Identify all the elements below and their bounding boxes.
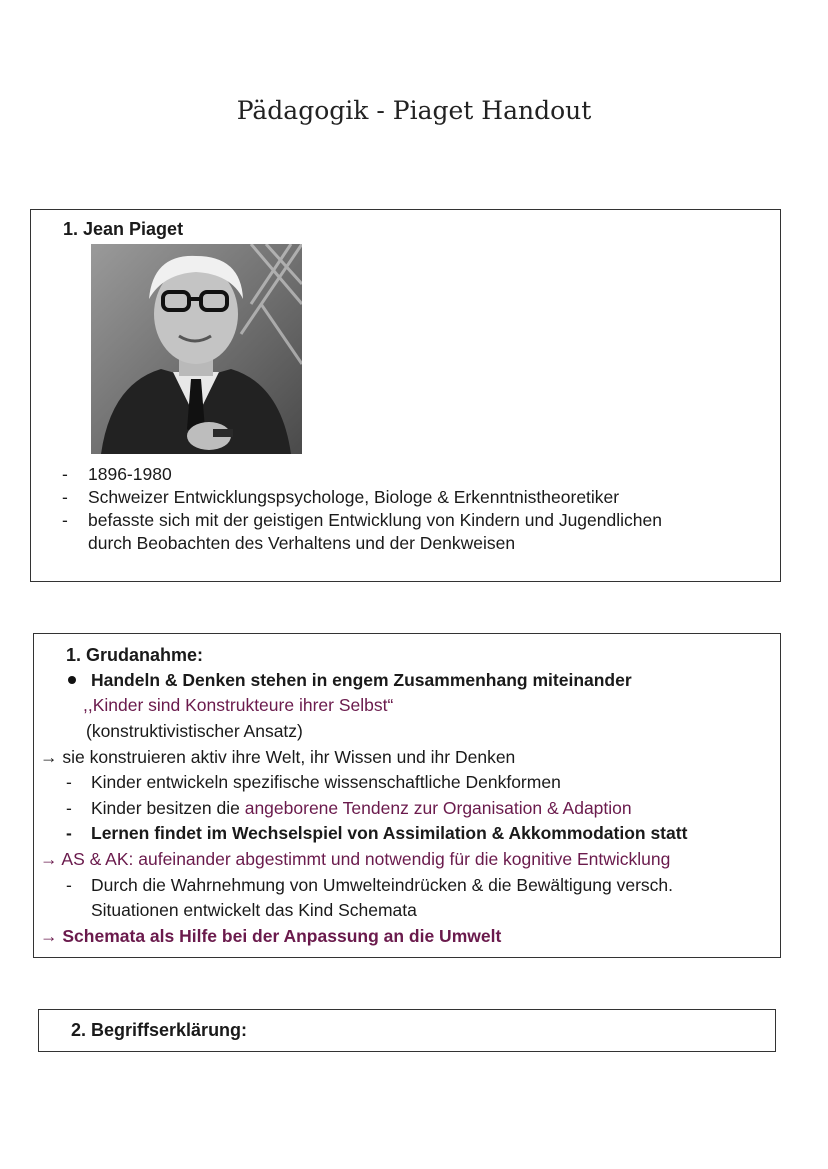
list-dash: - [62, 487, 68, 507]
list-item: 1896-1980 [88, 464, 172, 484]
arrow-icon: → [40, 926, 63, 946]
list-dash: - [66, 823, 72, 843]
list-dash: - [62, 464, 68, 484]
arrow-line [40, 925, 501, 947]
list-item [91, 797, 632, 819]
list-item-prefix: Kinder besitzen die [91, 798, 245, 818]
highlight-text: angeborene Tendenz zur Organisation & Adaption [244, 798, 632, 818]
list-item-continuation: Situationen entwickelt das Kind Schemata [91, 900, 417, 920]
portrait-photo-icon [91, 244, 302, 454]
arrow-line: → AS & AK: aufeinander abgestimmt und notwendig für die kognitive Entwicklung [40, 849, 671, 869]
list-dash: - [66, 772, 72, 792]
approach-text: (konstruktivistischer Ansatz) [86, 721, 303, 741]
list-item: Schweizer Entwicklungspsychologe, Biologe & Erkenntnistheoretiker [88, 487, 620, 507]
list-item: Lernen findet im Wechselspiel von Assimilation & Akkommodation statt [91, 823, 688, 843]
list-dash: - [66, 875, 72, 895]
quote-text: ,,Kinder sind Konstrukteure ihrer Selbst“ [83, 695, 394, 715]
bullet-dot-icon [68, 676, 76, 684]
list-item-continuation: durch Beobachten des Verhaltens und der Denkweisen [88, 533, 516, 553]
bullet-text: Handeln & Denken stehen in engem Zusammenhang miteinander [91, 670, 632, 690]
section-heading-begriffserklaerung: 2. Begriffserklärung: [71, 1020, 248, 1040]
list-dash: - [62, 510, 68, 530]
portrait-photo [91, 244, 302, 454]
list-dash: - [66, 798, 72, 818]
list-item: befasste sich mit der geistigen Entwicklung von Kindern und Jugendlichen [88, 510, 662, 530]
arrow-line: → sie konstruieren aktiv ihre Welt, ihr Wissen und ihr Denken [40, 747, 516, 767]
section-heading-grundannahme: 1. Grudanahme: [66, 645, 204, 665]
conclusion-text: Schemata als Hilfe bei der Anpassung an die Umwelt [62, 926, 502, 946]
list-item: Durch die Wahrnehmung von Umwelteindrücken & die Bewältigung versch. [91, 875, 674, 895]
list-item: Kinder entwickeln spezifische wissenschaftliche Denkformen [91, 772, 561, 792]
page-title: Pädagogik - Piaget Handout [236, 96, 592, 125]
section-heading-jean-piaget: 1. Jean Piaget [63, 219, 184, 239]
